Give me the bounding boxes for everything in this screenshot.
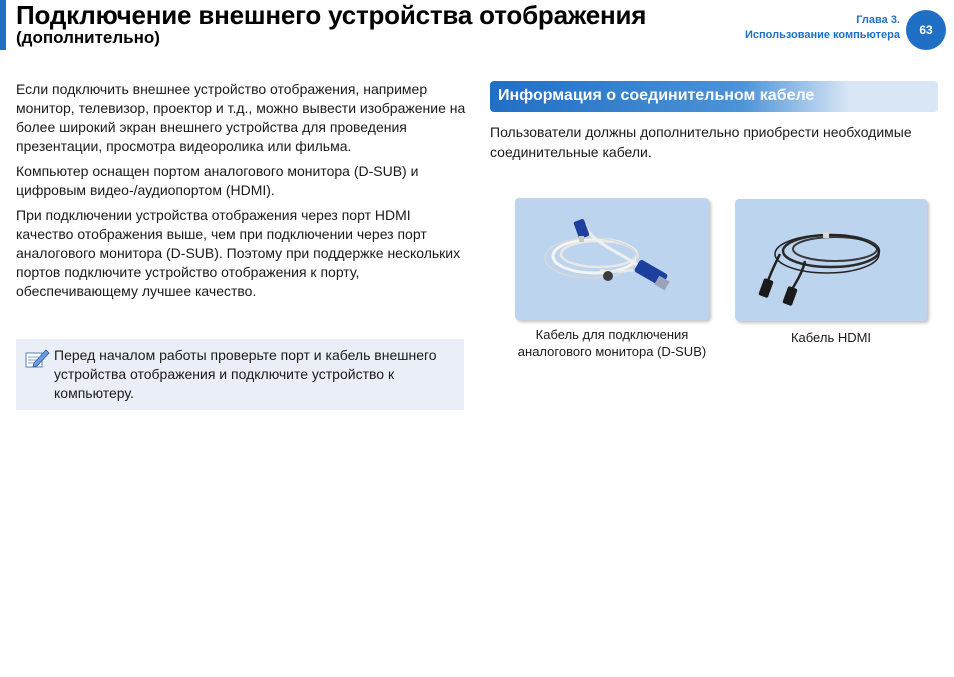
page-number-badge: 63 xyxy=(906,10,946,50)
note-box xyxy=(16,339,464,410)
dsub-cable-image xyxy=(515,198,709,320)
page-title: Подключение внешнего устройства отображения xyxy=(16,0,647,30)
page-subtitle: (дополнительно) xyxy=(16,28,160,47)
note-text: Перед началом работы проверьте порт и кабель внешнего устройства отображения и подключите устройство к компьютеру. xyxy=(54,347,437,401)
dsub-cable-icon xyxy=(515,198,709,320)
chapter-number: Глава 3. xyxy=(856,14,900,26)
note-pencil-icon xyxy=(24,347,50,371)
hdmi-cable-icon xyxy=(735,199,927,321)
dsub-cable-caption: Кабель для подключения аналогового монитора (D-SUB) xyxy=(517,327,707,359)
cable-info-title: Информация о соединительном кабеле xyxy=(498,87,815,104)
intro-text xyxy=(16,80,466,307)
intro-paragraph-1: Если подключить внешнее устройство отображения, например монитор, телевизор, проектор и т.д., можно вывести изображение на более широкий экран внешнего устройства для проведения презентации, просмотра видеоролика или фильма. xyxy=(16,81,466,154)
cable-info-header xyxy=(490,81,938,112)
intro-paragraph-2: Компьютер оснащен портом аналогового монитора (D-SUB) и цифровым видео-/аудиопортом (HDMI). xyxy=(16,163,419,198)
hdmi-cable-image xyxy=(735,199,927,321)
chapter-name: Использование компьютера xyxy=(744,29,900,41)
title-accent-bar xyxy=(0,0,6,50)
intro-paragraph-3: При подключении устройства отображения через порт HDMI качество отображения выше, чем при подключении через порт аналогового монитора (D-SUB). Поэтому при поддержке нескольких портов подключите устройство отображения к порту, обеспечивающему лучшее качество. xyxy=(16,207,461,299)
cable-info-text: Пользователи должны дополнительно приобрести необходимые соединительные кабели. xyxy=(490,124,912,160)
hdmi-cable-caption: Кабель HDMI xyxy=(790,330,872,345)
chapter-label xyxy=(745,13,900,43)
